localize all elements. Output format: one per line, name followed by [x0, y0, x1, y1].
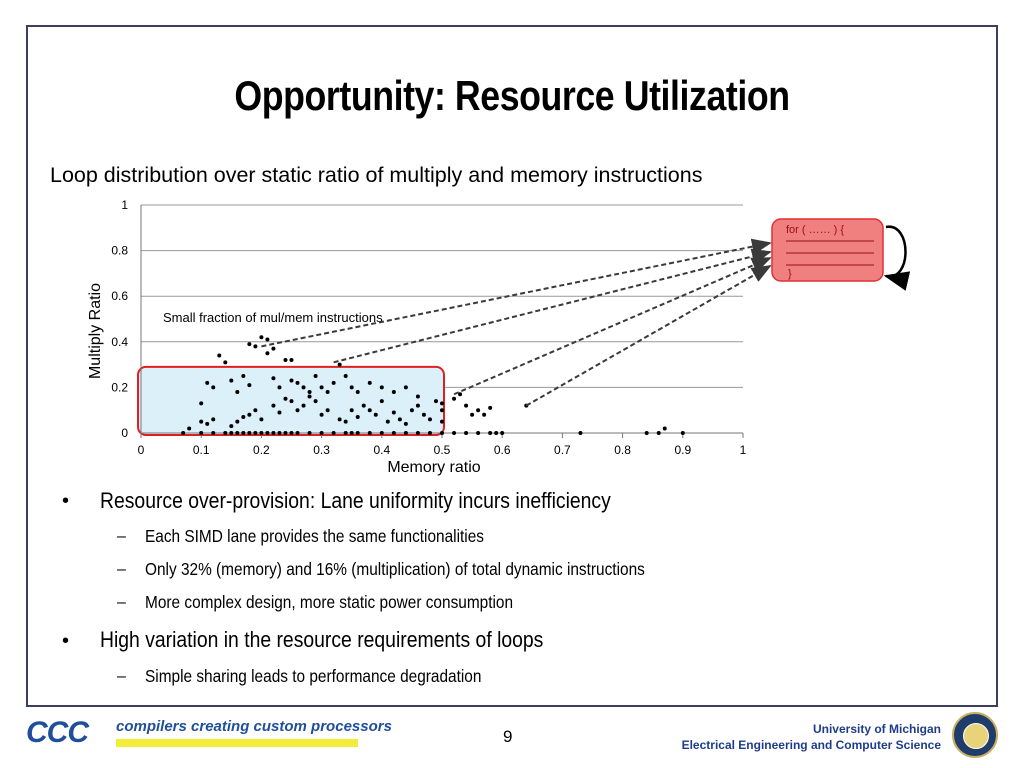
data-point — [271, 347, 275, 351]
y-tick-labels — [111, 198, 128, 440]
chart-annotation: Small fraction of mul/mem instructions — [163, 310, 383, 325]
data-point — [211, 431, 215, 435]
data-point — [434, 399, 438, 403]
y-tick-label: 0.8 — [111, 243, 128, 258]
data-point — [368, 431, 372, 435]
data-point — [356, 415, 360, 419]
loop-back-arrow — [886, 227, 906, 277]
data-point — [380, 385, 384, 389]
data-point — [428, 431, 432, 435]
x-tick-label: 0 — [137, 443, 145, 457]
x-tick-label: 0.2 — [253, 443, 270, 457]
data-point — [308, 395, 312, 399]
data-point — [416, 431, 420, 435]
university-name: University of Michigan — [812, 722, 941, 736]
data-point — [290, 358, 294, 362]
data-point — [404, 385, 408, 389]
annotation-arrow — [334, 252, 770, 362]
data-point — [326, 390, 330, 394]
x-tick-label: 0.9 — [674, 443, 692, 457]
data-point — [392, 410, 396, 414]
data-point — [308, 431, 312, 435]
y-tick-label: 1 — [121, 198, 128, 212]
data-point — [241, 415, 245, 419]
data-point — [217, 353, 221, 357]
y-tick-label: 0.6 — [111, 289, 128, 304]
data-point — [356, 431, 360, 435]
data-point — [452, 431, 456, 435]
data-point — [416, 395, 420, 399]
data-point — [223, 431, 227, 435]
data-point — [320, 385, 324, 389]
data-point — [241, 431, 245, 435]
bullet-marker: • — [62, 630, 70, 652]
loop-box-close: } — [788, 268, 792, 280]
data-point — [350, 431, 354, 435]
data-point — [199, 401, 203, 405]
data-point — [452, 397, 456, 401]
data-point — [211, 417, 215, 421]
data-point — [247, 342, 251, 346]
data-point — [223, 360, 227, 364]
data-point — [265, 431, 269, 435]
data-point — [302, 404, 306, 408]
data-point — [374, 413, 378, 417]
data-point — [290, 379, 294, 383]
data-point — [247, 413, 251, 417]
x-tick-labels — [138, 443, 747, 457]
loop-box-header: for ( …… ) { — [786, 224, 845, 236]
data-point — [314, 374, 318, 378]
data-point — [235, 431, 239, 435]
data-point — [259, 417, 263, 421]
data-point — [464, 404, 468, 408]
data-point — [392, 431, 396, 435]
data-point — [290, 399, 294, 403]
data-point — [314, 399, 318, 403]
ccc-logo: CCC — [26, 716, 88, 749]
sub-bullet-item: Simple sharing leads to performance degradation — [145, 666, 482, 686]
data-point — [253, 408, 257, 412]
data-point — [578, 431, 582, 435]
data-point — [344, 431, 348, 435]
data-point — [271, 376, 275, 380]
data-point — [440, 420, 444, 424]
dash-marker: – — [117, 528, 126, 545]
data-point — [380, 399, 384, 403]
data-point — [681, 431, 685, 435]
data-point — [283, 358, 287, 362]
seal-center — [963, 723, 989, 749]
data-point — [241, 374, 245, 378]
chart-subtitle: Loop distribution over static ratio of multiply and memory instructions — [50, 163, 703, 187]
data-point — [205, 381, 209, 385]
data-point — [440, 431, 444, 435]
data-point — [488, 406, 492, 410]
annotation-arrow — [261, 243, 770, 346]
logo-tagline: compilers creating custom processors — [116, 718, 392, 735]
y-tick-label: 0.2 — [111, 380, 128, 395]
data-point — [494, 431, 498, 435]
dash-marker: – — [117, 561, 126, 578]
x-tick-label: 1 — [739, 443, 747, 457]
dash-marker: – — [117, 594, 126, 611]
data-point — [422, 413, 426, 417]
data-point — [265, 351, 269, 355]
data-point — [440, 408, 444, 412]
data-point — [296, 381, 300, 385]
data-point — [283, 431, 287, 435]
sub-bullet-item: More complex design, more static power consumption — [145, 592, 514, 612]
data-point — [259, 335, 263, 339]
data-point — [500, 431, 504, 435]
data-point — [344, 420, 348, 424]
y-tick-label: 0.4 — [111, 334, 128, 349]
x-axis-label: Memory ratio — [387, 459, 481, 476]
data-point — [344, 374, 348, 378]
x-tick-label: 0.4 — [373, 443, 391, 457]
data-point — [362, 404, 366, 408]
slide-title: Opportunity: Resource Utilization — [234, 72, 790, 119]
data-point — [283, 397, 287, 401]
data-point — [476, 408, 480, 412]
data-point — [392, 390, 396, 394]
data-point — [476, 431, 480, 435]
data-point — [271, 431, 275, 435]
data-point — [199, 431, 203, 435]
data-point — [332, 381, 336, 385]
data-point — [235, 420, 239, 424]
x-tick-label: 0.1 — [192, 443, 210, 457]
data-point — [181, 431, 185, 435]
data-point — [338, 363, 342, 367]
sub-bullet-item: Each SIMD lane provides the same functionalities — [145, 526, 484, 546]
data-point — [199, 420, 203, 424]
x-tick-label: 0.3 — [313, 443, 330, 457]
data-point — [259, 431, 263, 435]
data-point — [404, 422, 408, 426]
data-point — [380, 431, 384, 435]
data-point — [296, 408, 300, 412]
data-point — [398, 417, 402, 421]
x-tick-label: 0.6 — [493, 443, 511, 457]
data-point — [663, 426, 667, 430]
data-point — [229, 431, 233, 435]
data-point — [253, 431, 257, 435]
data-point — [211, 385, 215, 389]
data-point — [247, 431, 251, 435]
sub-bullet-item: Only 32% (memory) and 16% (multiplication) of total dynamic instructions — [145, 559, 645, 579]
data-point — [320, 431, 324, 435]
data-point — [350, 408, 354, 412]
data-point — [271, 404, 275, 408]
data-point — [350, 385, 354, 389]
data-point — [356, 390, 360, 394]
data-point — [368, 408, 372, 412]
data-point — [302, 385, 306, 389]
data-point — [277, 410, 281, 414]
data-point — [253, 344, 257, 348]
grid-lines — [141, 205, 743, 387]
data-point — [332, 431, 336, 435]
data-point — [404, 431, 408, 435]
data-point — [410, 408, 414, 412]
data-point — [187, 426, 191, 430]
department-name: Electrical Engineering and Computer Science — [681, 738, 941, 752]
university-seal-icon — [952, 712, 998, 758]
loop-box — [772, 219, 883, 281]
dash-marker: – — [117, 668, 126, 685]
data-point — [657, 431, 661, 435]
data-point — [265, 338, 269, 342]
data-point — [464, 431, 468, 435]
data-point — [308, 390, 312, 394]
bullet-item: High variation in the resource requirements of loops — [100, 627, 544, 652]
data-point — [247, 383, 251, 387]
data-point — [290, 431, 294, 435]
x-tick-label: 0.8 — [614, 443, 631, 457]
university-name-block — [682, 721, 941, 753]
annotation-arrow — [454, 258, 770, 394]
data-point — [482, 413, 486, 417]
data-point — [277, 385, 281, 389]
data-point — [235, 390, 239, 394]
page-number: 9 — [503, 727, 513, 746]
data-point — [229, 424, 233, 428]
data-point — [386, 420, 390, 424]
data-point — [368, 381, 372, 385]
data-point — [326, 408, 330, 412]
data-point — [488, 431, 492, 435]
data-point — [338, 417, 342, 421]
data-point — [470, 413, 474, 417]
tagline-underline — [116, 739, 358, 747]
x-tick-label: 0.7 — [554, 443, 571, 457]
x-tick-label: 0.5 — [433, 443, 451, 457]
data-point — [428, 417, 432, 421]
data-point — [277, 431, 281, 435]
data-point — [205, 422, 209, 426]
y-axis-label: Multiply Ratio — [87, 282, 104, 380]
bullet-marker: • — [62, 490, 70, 512]
y-tick-label: 0 — [121, 426, 128, 440]
data-point — [416, 404, 420, 408]
data-point — [296, 431, 300, 435]
bullet-item: Resource over-provision: Lane uniformity incurs inefficiency — [100, 488, 611, 513]
data-point — [320, 413, 324, 417]
data-point — [229, 379, 233, 383]
annotation-arrow — [526, 266, 770, 406]
data-point — [645, 431, 649, 435]
data-point — [440, 401, 444, 405]
